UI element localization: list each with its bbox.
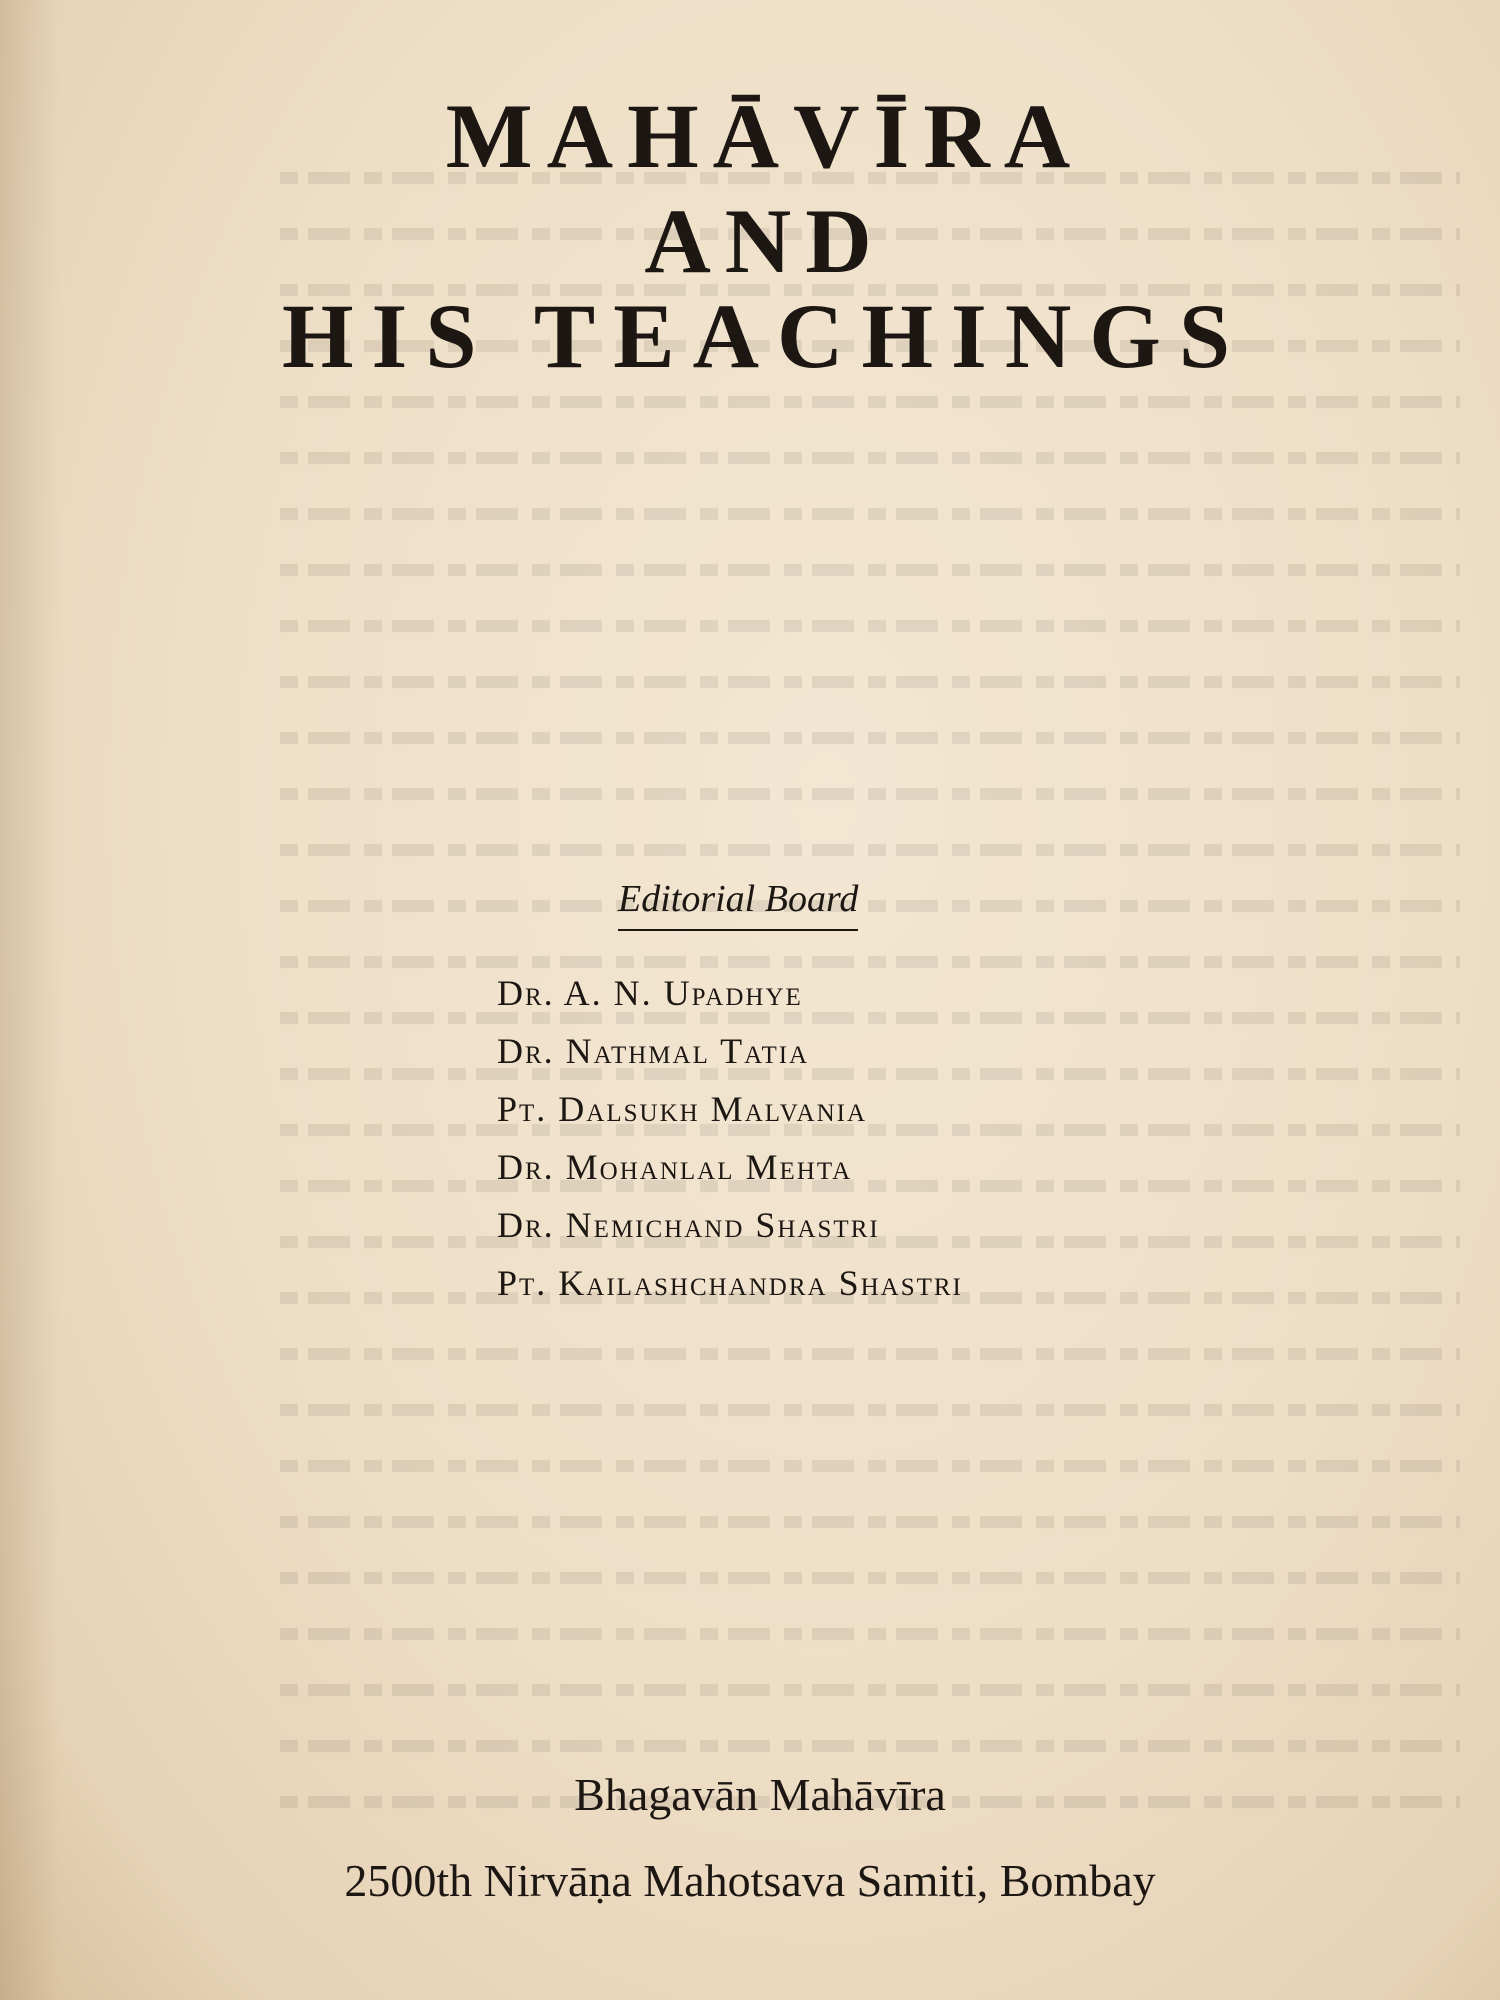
board-member: Pt. Kailashchandra Shastri xyxy=(497,1263,963,1303)
editorial-board-list xyxy=(497,964,963,1312)
publisher-line-2: 2500th Nirvāṇa Mahotsava Samiti, Bombay xyxy=(344,1855,1156,1906)
editorial-board-heading: Editorial Board xyxy=(618,877,858,931)
board-member: Dr. Nathmal Tatia xyxy=(497,1031,810,1071)
title-line-1: MAHĀVĪRA xyxy=(445,85,1085,187)
board-member: Dr. Mohanlal Mehta xyxy=(497,1147,853,1187)
board-member: Pt. Dalsukh Malvania xyxy=(497,1089,868,1129)
title-line-3: HIS TEACHINGS xyxy=(281,285,1248,387)
publisher-line-1: Bhagavān Mahāvīra xyxy=(574,1769,946,1820)
board-member: Dr. Nemichand Shastri xyxy=(497,1205,880,1245)
title-line-2: AND xyxy=(644,190,886,292)
board-member: Dr. A. N. Upadhye xyxy=(497,973,803,1013)
